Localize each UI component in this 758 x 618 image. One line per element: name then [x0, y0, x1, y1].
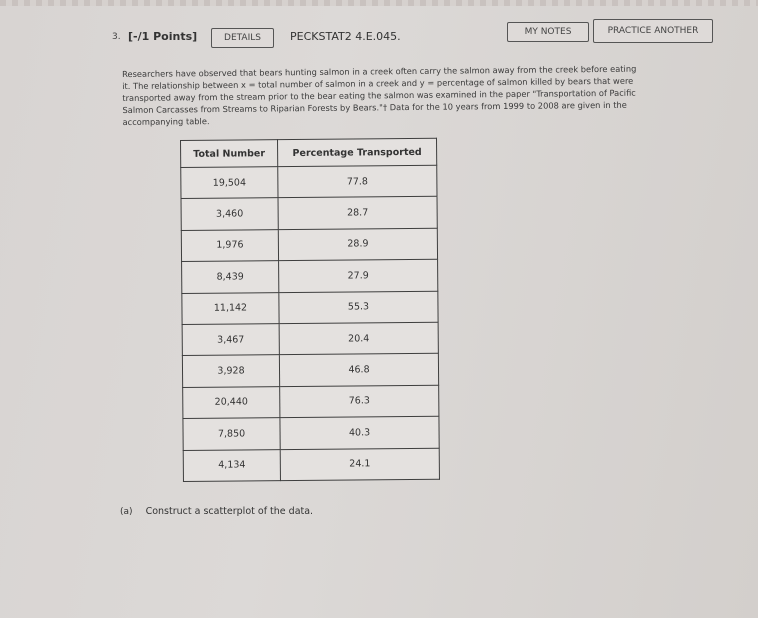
practice-another-button[interactable]: PRACTICE ANOTHER	[593, 19, 713, 43]
percentage-cell: 20.4	[279, 322, 438, 355]
table-row	[182, 259, 438, 293]
total-number-cell: 20,440	[183, 386, 280, 418]
total-number-cell: 4,134	[183, 449, 280, 481]
problem-line: it. The relationship between x = total number of salmon in a creek and y = percentage of salmon killed by bears that were	[122, 75, 634, 92]
total-number-cell: 3,460	[181, 198, 278, 230]
percentage-cell: 24.1	[280, 448, 439, 481]
problem-text	[122, 62, 723, 129]
my-notes-button[interactable]: MY NOTES	[507, 22, 589, 42]
details-button[interactable]: DETAILS	[211, 28, 274, 48]
part-a-text: Construct a scatterplot of the data.	[145, 506, 314, 517]
problem-line: Researchers have observed that bears hunting salmon in a creek often carry the salmon away from the creek before eating	[122, 63, 637, 79]
total-number-cell: 3,467	[182, 324, 279, 356]
percentage-cell: 40.3	[280, 416, 439, 449]
table-header-row	[181, 138, 437, 167]
percentage-cell: 55.3	[279, 291, 438, 324]
percentage-cell: 46.8	[279, 354, 438, 387]
total-number-cell: 3,928	[182, 355, 279, 387]
table-row	[182, 354, 438, 388]
table-row	[181, 197, 437, 231]
total-number-cell: 1,976	[181, 229, 278, 261]
percentage-cell: 27.9	[279, 259, 438, 292]
table-row	[181, 228, 437, 262]
top-edge-bar	[0, 0, 758, 6]
problem-line: accompanying table.	[122, 116, 210, 128]
percentage-cell: 77.8	[278, 165, 437, 198]
problem-line: Salmon Carcasses from Streams to Riparian Forests by Bears."† Data for the 10 years from 1999 to 2008 are given in the	[122, 99, 627, 116]
part-a-prompt	[120, 506, 313, 517]
data-table	[180, 138, 440, 482]
total-number-cell: 8,439	[182, 261, 279, 293]
table-row	[182, 291, 438, 325]
question-header	[112, 22, 732, 52]
part-a-label: (a)	[120, 507, 133, 517]
table-row	[183, 385, 439, 419]
assignment-id: PECKSTAT2 4.E.045.	[290, 30, 401, 43]
points-label: [-/1 Points]	[128, 30, 198, 43]
percentage-cell: 28.9	[278, 228, 437, 261]
header-percentage-transported: Percentage Transported	[278, 138, 437, 166]
problem-line: transported away from the stream prior to the bear eating the salmon was examined in the paper "Transportation of Pacific	[122, 87, 636, 104]
table-row	[181, 165, 437, 199]
header-total-number: Total Number	[181, 140, 278, 168]
table-row	[183, 416, 439, 450]
total-number-cell: 19,504	[181, 167, 278, 199]
total-number-cell: 11,142	[182, 292, 279, 324]
table-row	[182, 322, 438, 356]
question-number: 3.	[112, 32, 121, 42]
table-row	[183, 448, 439, 482]
total-number-cell: 7,850	[183, 418, 280, 450]
percentage-cell: 28.7	[278, 197, 437, 230]
percentage-cell: 76.3	[280, 385, 439, 418]
